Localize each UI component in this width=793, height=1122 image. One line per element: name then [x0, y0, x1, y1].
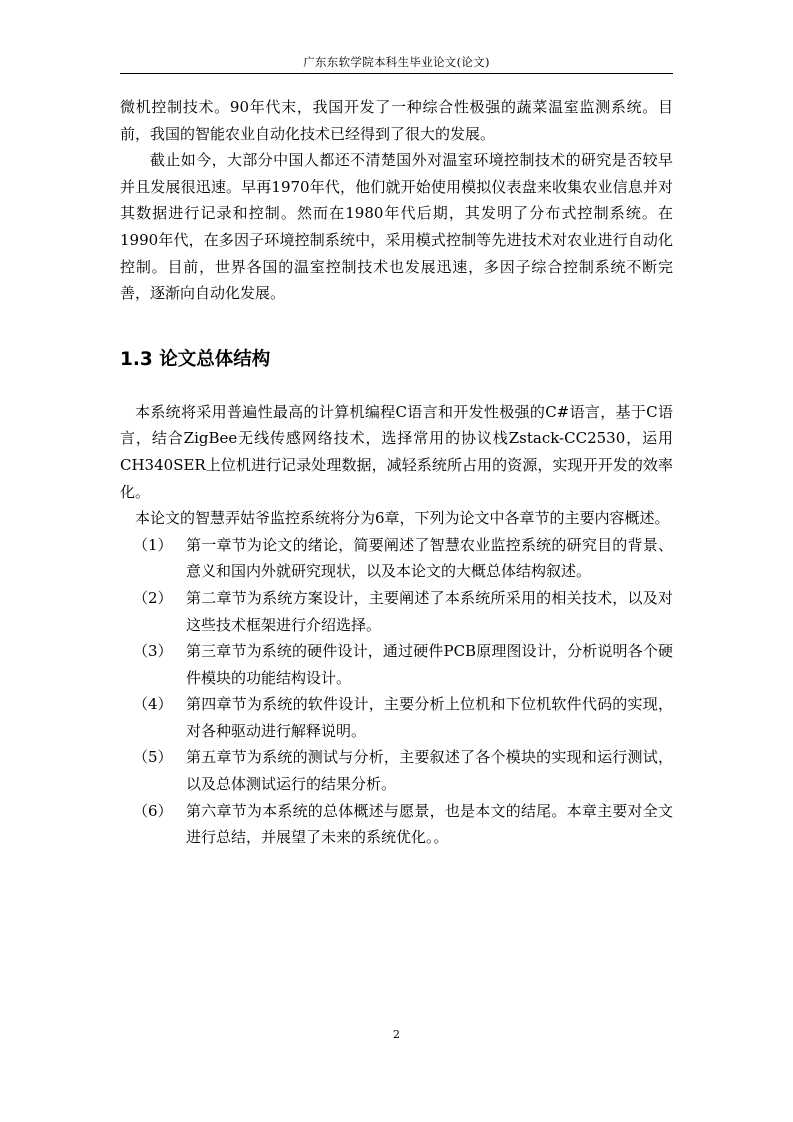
list-item-text: 第六章节为本系统的总体概述与愿景，也是本文的结尾。本章主要对全文进行总结，并展望了未来的系统优化。。	[186, 801, 673, 847]
list-item	[133, 744, 673, 797]
paragraph-2: 截止如今，大部分中国人都还不清楚国外对温室环境控制技术的研究是否较早并且发展很迅速。早再1970年代，他们就开始使用模拟仪表盘来收集农业信息并对其数据进行记录和控制。然而在1980年代后期，其发明了分布式控制系统。在1990年代，在多因子环境控制系统中，采用模式控制等先进技术对农业进行自动化控制。目前，世界各国的温室控制技术也发展迅速，多因子综合控制系统不断完善，逐渐向自动化发展。	[120, 151, 673, 303]
list-item	[133, 691, 673, 744]
list-item-text: 第二章节为系统方案设计，主要阐述了本系统所采用的相关技术，以及对这些技术框架进行介绍选择。	[186, 588, 673, 634]
list-item-number: （4）	[133, 695, 173, 714]
chapter-list	[120, 532, 673, 851]
list-item-number: （2）	[133, 588, 173, 607]
paragraph-1: 微机控制技术。90年代末，我国开发了一种综合性极强的蔬菜温室监测系统。目前，我国的智能农业自动化技术已经得到了很大的发展。	[120, 98, 673, 143]
list-item-number: （5）	[133, 748, 173, 767]
list-item	[133, 585, 673, 638]
list-item-number: （6）	[133, 801, 173, 820]
page-number: 2	[393, 1028, 400, 1041]
list-item	[133, 798, 673, 851]
list-item-number: （1）	[133, 535, 173, 554]
page-body	[120, 94, 673, 851]
list-item-text: 第三章节为系统的硬件设计，通过硬件PCB原理图设计，分析说明各个硬件模块的功能结构设计。	[186, 642, 673, 687]
list-item	[133, 532, 673, 585]
list-item-text: 第五章节为系统的测试与分析，主要叙述了各个模块的实现和运行测试，以及总体测试运行的结果分析。	[186, 748, 673, 794]
section-heading: 1.3 论文总体结构	[120, 348, 271, 370]
list-item-text: 第一章节为论文的绪论，简要阐述了智慧农业监控系统的研究目的背景、意义和国内外就研究现状，以及本论文的大概总体结构叙述。	[186, 535, 673, 581]
section-paragraph-1: 本系统将采用普遍性最高的计算机编程C语言和开发性极强的C#语言，基于C语言，结合ZigBee无线传感网络技术，选择常用的协议栈Zstack-CC2530，运用CH340SER上位机进行记录处理数据，减轻系统所占用的资源，实现开开发的效率化。	[120, 402, 673, 501]
list-item-number: （3）	[133, 642, 173, 661]
list-item	[133, 638, 673, 691]
running-header: 广东东软学院本科生毕业论文(论文)	[303, 55, 490, 69]
header-divider	[120, 73, 673, 74]
list-item-text: 第四章节为系统的软件设计，主要分析上位机和下位机软件代码的实现，对各种驱动进行解释说明。	[186, 695, 673, 740]
section-paragraph-2: 本论文的智慧弄姑爷监控系统将分为6章，下列为论文中各章节的主要内容概述。	[135, 509, 670, 528]
